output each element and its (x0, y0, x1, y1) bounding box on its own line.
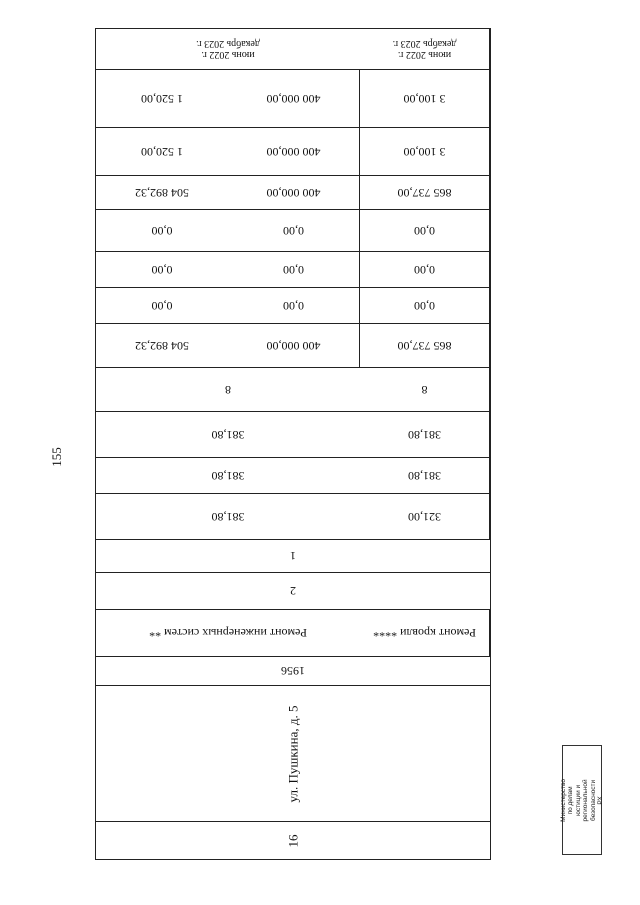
address-cell (96, 686, 490, 821)
stamp-text (560, 779, 605, 822)
ministry-stamp (559, 745, 604, 855)
header-period-end: декабрь 2023 г. (196, 38, 260, 49)
table-cell: 3 100,00 (360, 70, 490, 127)
table-row (96, 610, 490, 657)
table-cell: 381,80 (360, 458, 490, 493)
table-cell: 1 520,00 (141, 92, 183, 106)
table-cell: 1 520,00 (141, 145, 183, 159)
table-cell: 0,00 (228, 210, 360, 251)
table-row (96, 458, 490, 494)
table-cell: 400 000,00 (228, 324, 360, 367)
header-period-right (360, 29, 490, 69)
table-cell: 0,00 (228, 288, 360, 323)
stamp-line: Министерство по делам (559, 778, 575, 822)
table-row (96, 412, 490, 458)
table-cell: 504 892,32 (135, 186, 189, 200)
table-cell: 0,00 (360, 288, 490, 323)
table-cell: 321,00 (360, 494, 490, 539)
header-period-start: июнь 2022 г. (397, 49, 452, 60)
table-row (96, 573, 490, 610)
table-row (96, 128, 490, 176)
table-cell: 400 000,00 (228, 70, 360, 127)
table-cell: 3 100,00 (360, 128, 490, 175)
data-table (95, 28, 491, 860)
table-cell: 8 (360, 368, 490, 411)
table-cell: 400 000,00 (228, 176, 360, 209)
table-cell: 2 (290, 584, 296, 599)
table-row (96, 324, 490, 368)
table-row (96, 210, 490, 252)
table-cell: 0,00 (151, 224, 173, 238)
table-cell: 0,00 (151, 299, 173, 313)
table-row (96, 252, 490, 288)
table-cell: 400 000,00 (228, 128, 360, 175)
table-row (96, 494, 490, 540)
table-cell: Ремонт кровли **** (360, 610, 490, 656)
address-text: ул. Пушкина, д. 5 (285, 705, 300, 802)
table-row (96, 70, 490, 128)
stamp-line: безопасности РХ (589, 779, 604, 821)
table-cell: 865 737,00 (360, 176, 490, 209)
table-cell: 0,00 (151, 263, 173, 277)
table-cell: 1 (290, 549, 296, 564)
table-row (96, 686, 490, 822)
page-number: 155 (49, 447, 64, 467)
table-cell: 0,00 (360, 210, 490, 251)
table-cell: 0,00 (228, 252, 360, 287)
header-period-end: декабрь 2023 г. (392, 38, 457, 49)
table-row (96, 540, 490, 573)
table-cell: 381,80 (360, 412, 490, 457)
table-cell: Ремонт инженерных систем ** (149, 626, 307, 641)
table-row (96, 176, 490, 210)
table-cell: 504 892,32 (135, 339, 189, 353)
table-cell: 865 737,00 (360, 324, 490, 367)
stamp-line: юстиции и региональной (574, 778, 589, 822)
table-cell: 0,00 (360, 252, 490, 287)
table-header-row (96, 29, 490, 70)
table-row (96, 288, 490, 324)
header-period-start: июнь 2022 г. (201, 49, 255, 60)
table-cell: 381,80 (211, 469, 245, 483)
row-number-text: 16 (285, 834, 300, 847)
table-cell (96, 822, 490, 859)
table-cell: 1956 (281, 664, 305, 679)
header-period-left (96, 29, 360, 69)
table-row (96, 368, 490, 412)
table-cell: 8 (225, 383, 231, 397)
table-cell: 381,80 (211, 428, 245, 442)
table-cell: 381,80 (211, 510, 245, 524)
table-row (96, 657, 490, 686)
table-row (96, 822, 490, 859)
